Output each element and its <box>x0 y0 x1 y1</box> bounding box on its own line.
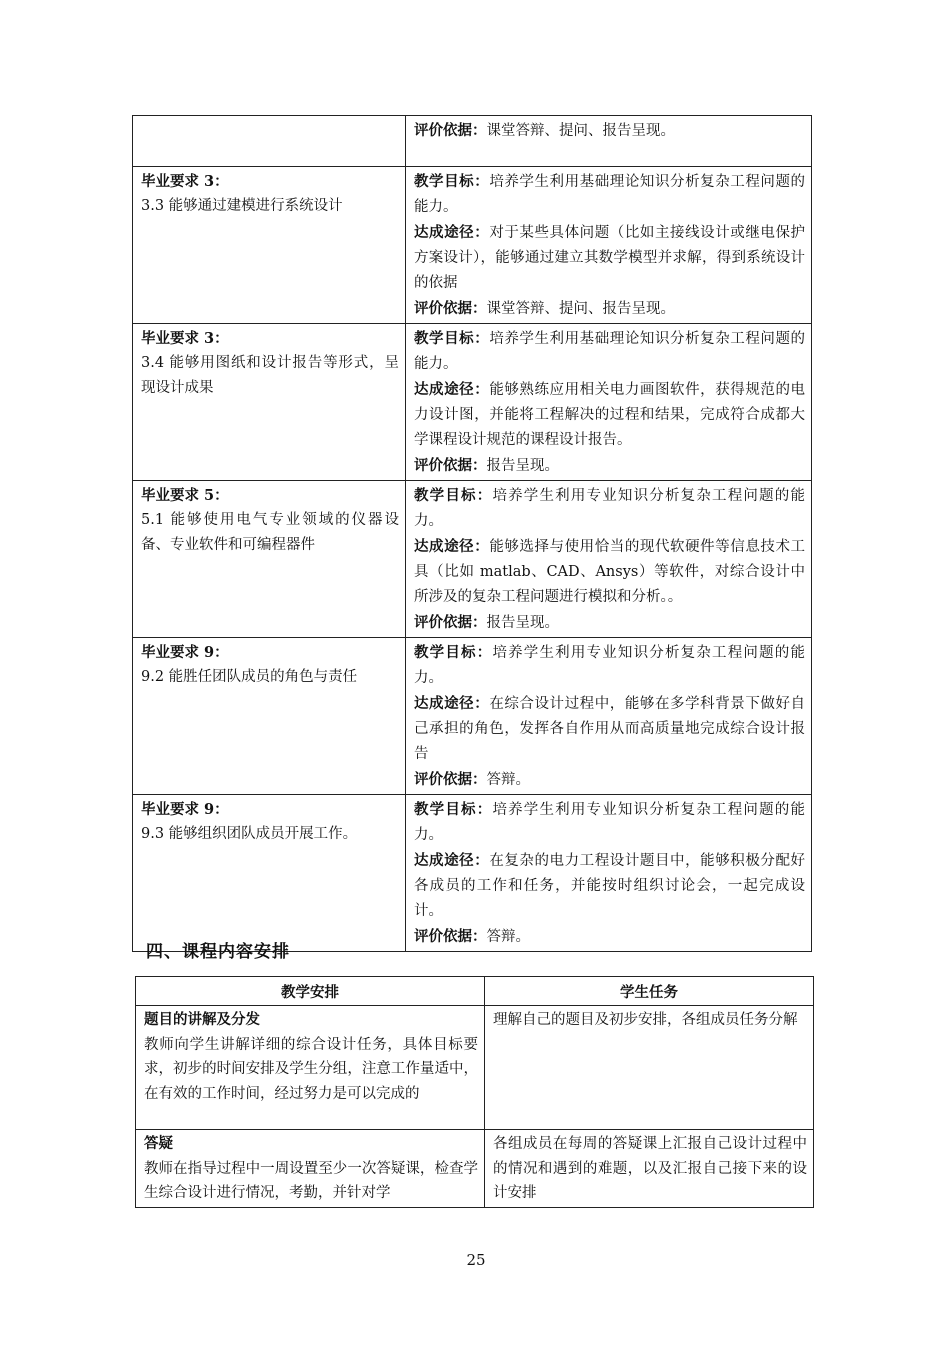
objective-label: 教学目标： <box>414 801 493 818</box>
details-cell <box>406 116 812 167</box>
path-text: 能够熟练应用相关电力画图软件，获得规范的电力设计图，并能将工程解决的过程和结果，完成符合成都大学课程设计规范的课程设计报告。 <box>414 382 806 448</box>
evaluation-text: 课堂答辩、提问、报告呈现。 <box>486 123 675 139</box>
evaluation-label: 评价依据： <box>414 300 487 317</box>
objective-text: 培养学生利用专业知识分析复杂工程问题的能力。 <box>414 802 805 843</box>
requirement-description: 9.2 能胜任团队成员的角色与责任 <box>141 669 358 685</box>
teaching-objective <box>414 640 805 691</box>
table-row <box>133 324 812 481</box>
evaluation-basis <box>414 924 805 950</box>
path-label: 达成途径： <box>414 852 490 869</box>
evaluation-text: 答辩。 <box>486 929 530 945</box>
requirement-description: 3.4 能够用图纸和设计报告等形式，呈现设计成果 <box>141 355 399 396</box>
requirement-title: 毕业要求 5： <box>141 487 229 504</box>
evaluation-label: 评价依据： <box>414 122 487 139</box>
achievement-path <box>414 691 805 767</box>
course-content-table <box>135 976 814 1208</box>
table-header-row <box>136 977 814 1006</box>
objective-text: 培养学生利用专业知识分析复杂工程问题的能力。 <box>414 645 805 686</box>
column-header-student-tasks: 学生任务 <box>485 977 814 1006</box>
details-cell <box>406 167 812 324</box>
path-label: 达成途径： <box>414 695 490 712</box>
teaching-objective <box>414 797 805 848</box>
objective-label: 教学目标： <box>414 644 493 661</box>
achievement-path <box>414 534 805 610</box>
table-row <box>136 1006 814 1130</box>
path-label: 达成途径： <box>414 538 490 555</box>
requirement-cell <box>133 116 406 167</box>
evaluation-basis <box>414 118 805 144</box>
objective-text: 培养学生利用基础理论知识分析复杂工程问题的能力。 <box>414 331 806 372</box>
path-label: 达成途径： <box>414 381 490 398</box>
details-cell <box>406 324 812 481</box>
evaluation-label: 评价依据： <box>414 614 487 631</box>
details-cell <box>406 638 812 795</box>
requirement-cell <box>133 795 406 952</box>
requirement-description: 3.3 能够通过建模进行系统设计 <box>141 198 343 214</box>
requirement-cell <box>133 167 406 324</box>
evaluation-text: 课堂答辩、提问、报告呈现。 <box>486 301 675 317</box>
requirement-title: 毕业要求 3： <box>141 330 229 347</box>
arrangement-description: 教师在指导过程中一周设置至少一次答疑课，检查学生综合设计进行情况，考勤，并针对学 <box>144 1160 478 1201</box>
evaluation-basis <box>414 610 805 636</box>
objective-text: 培养学生利用专业知识分析复杂工程问题的能力。 <box>414 488 805 529</box>
path-label: 达成途径： <box>414 224 490 241</box>
evaluation-basis <box>414 453 805 479</box>
evaluation-label: 评价依据： <box>414 771 487 788</box>
path-text: 在复杂的电力工程设计题目中，能够积极分配好各成员的工作和任务，并能按时组织讨论会，一起完成设计。 <box>414 853 806 919</box>
teaching-arrangement-cell <box>136 1130 485 1208</box>
column-header-teaching-arrangement: 教学安排 <box>136 977 485 1006</box>
teaching-objective <box>414 169 805 220</box>
evaluation-basis <box>414 767 805 793</box>
page-number: 25 <box>466 1251 486 1269</box>
requirement-cell <box>133 481 406 638</box>
objective-label: 教学目标： <box>414 173 490 190</box>
achievement-path <box>414 377 805 453</box>
student-task-text: 理解自己的题目及初步安排，各组成员任务分解 <box>493 1012 798 1028</box>
teaching-arrangement-cell <box>136 1006 485 1130</box>
evaluation-text: 报告呈现。 <box>486 615 559 631</box>
evaluation-text: 报告呈现。 <box>486 458 559 474</box>
evaluation-label: 评价依据： <box>414 457 487 474</box>
objective-text: 培养学生利用基础理论知识分析复杂工程问题的能力。 <box>414 174 806 215</box>
requirement-cell <box>133 638 406 795</box>
achievement-path <box>414 220 805 296</box>
requirement-title: 毕业要求 9： <box>141 644 229 661</box>
arrangement-description: 教师向学生讲解详细的综合设计任务，具体目标要求，初步的时间安排及学生分组，注意工作量适中，在有效的工作时间，经过努力是可以完成的 <box>144 1036 478 1102</box>
details-cell <box>406 795 812 952</box>
requirement-title: 毕业要求 9： <box>141 801 229 818</box>
arrangement-title: 答疑 <box>144 1135 173 1152</box>
table-row <box>133 795 812 952</box>
requirement-description: 5.1 能够使用电气专业领域的仪器设备、专业软件和可编程器件 <box>141 512 399 553</box>
table-row <box>136 1130 814 1208</box>
evaluation-label: 评价依据： <box>414 928 487 945</box>
details-cell <box>406 481 812 638</box>
objective-label: 教学目标： <box>414 487 493 504</box>
path-text: 对于某些具体问题（比如主接线设计或继电保护方案设计），能够通过建立其数学模型并求解，得到系统设计的依据 <box>414 225 806 291</box>
requirement-title: 毕业要求 3： <box>141 173 229 190</box>
path-text: 能够选择与使用恰当的现代软硬件等信息技术工具（比如 matlab、CAD、Ansys）等软件，对综合设计中所涉及的复杂工程问题进行模拟和分析。。 <box>414 539 806 605</box>
achievement-path <box>414 848 805 924</box>
graduation-requirements-table <box>132 115 812 952</box>
table-row <box>133 481 812 638</box>
objective-label: 教学目标： <box>414 330 490 347</box>
evaluation-text: 答辩。 <box>486 772 530 788</box>
table-row <box>133 116 812 167</box>
teaching-objective <box>414 326 805 377</box>
table-row <box>133 167 812 324</box>
evaluation-basis <box>414 296 805 322</box>
student-task-cell <box>485 1130 814 1208</box>
arrangement-title: 题目的讲解及分发 <box>144 1011 260 1028</box>
student-task-text: 各组成员在每周的答疑课上汇报自己设计过程中的情况和遇到的难题，以及汇报自己接下来的设计安排 <box>493 1136 807 1201</box>
requirement-cell <box>133 324 406 481</box>
table-row <box>133 638 812 795</box>
section-heading: 四、课程内容安排 <box>146 942 290 962</box>
student-task-cell <box>485 1006 814 1130</box>
path-text: 在综合设计过程中，能够在多学科背景下做好自己承担的角色，发挥各自作用从而高质量地完成综合设计报告 <box>414 696 806 762</box>
requirement-description: 9.3 能够组织团队成员开展工作。 <box>141 826 358 842</box>
teaching-objective <box>414 483 805 534</box>
